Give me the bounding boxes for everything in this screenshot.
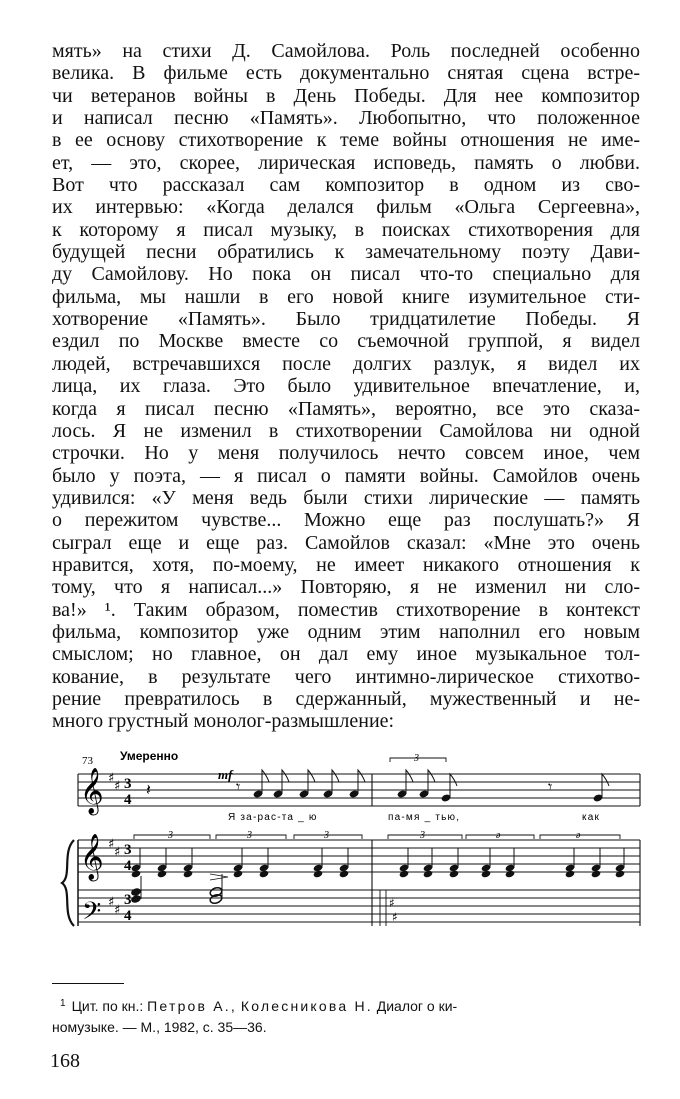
bass-clef-icon: 𝄢 bbox=[82, 897, 102, 932]
svg-text:♯: ♯ bbox=[114, 845, 121, 860]
text-line: будущей песни обратились к замечательному поэту Дави- bbox=[52, 241, 640, 264]
note-stem bbox=[450, 774, 457, 798]
treble-clef-icon: 𝄞 bbox=[80, 768, 104, 814]
piano-brace bbox=[62, 840, 74, 926]
body-text bbox=[52, 40, 640, 733]
svg-text:𝄽: 𝄽 bbox=[146, 780, 151, 799]
example-number: 73 bbox=[82, 755, 93, 767]
text-line: мять» на стихи Д. Самойлова. Роль последней особенно bbox=[52, 40, 640, 62]
score-notation bbox=[50, 740, 650, 950]
text-line: ду Самойлову. Но пока он писал что-то специально для bbox=[52, 263, 640, 286]
text-line: много грустный монолог-размышление: bbox=[52, 710, 395, 733]
time-signature-bottom: 4 bbox=[124, 908, 132, 924]
chord-note bbox=[591, 870, 602, 879]
key-signature-sharps bbox=[108, 771, 120, 918]
chord-note bbox=[481, 870, 492, 879]
music-example bbox=[50, 740, 650, 950]
chord-note bbox=[565, 870, 576, 879]
text-line: о пережитом чувстве... Можно еще раз послушать?» Я bbox=[52, 509, 640, 532]
text-line: фильма, композитор уже одним этим наполнил его новым bbox=[52, 620, 640, 643]
text-line: велика. В фильме есть документально снятая сцена встре- bbox=[52, 62, 640, 85]
chord-note bbox=[505, 870, 516, 879]
time-signatures bbox=[124, 776, 132, 924]
lyric-syllables: Я за-рас-та _ ю bbox=[228, 812, 318, 823]
footnote-divider bbox=[52, 983, 124, 984]
piano-left-hand bbox=[130, 874, 398, 926]
chord-note bbox=[339, 870, 350, 879]
time-signature-bottom: 4 bbox=[124, 792, 132, 808]
svg-text:3: 3 bbox=[414, 753, 419, 764]
text-line: ездил по Москве вместе со съемочной группой, я видел bbox=[52, 330, 640, 353]
lyric-syllables: па-мя _ тью, bbox=[388, 812, 461, 823]
chord-note bbox=[233, 870, 244, 879]
svg-text:3: 3 bbox=[247, 830, 252, 841]
footnote-prefix: Цит. по кн.: bbox=[71, 998, 144, 1014]
text-line: ет, — это, скорее, лирическая исповедь, память о любви. bbox=[52, 151, 640, 174]
text-line: их интервью: «Когда делался фильм «Ольга Сергеевна», bbox=[52, 196, 640, 219]
chord-note bbox=[157, 870, 168, 879]
staff-lines bbox=[78, 774, 640, 922]
svg-text:3: 3 bbox=[168, 830, 173, 841]
time-signature-top: 3 bbox=[124, 776, 132, 792]
text-line: сыграл еще и еще раз. Самойлов сказал: «Мне это очень bbox=[52, 531, 640, 554]
footnote-author: Петров А., bbox=[147, 998, 237, 1014]
text-line: ва!» ¹. Таким образом, поместив стихотворение в контекст bbox=[52, 598, 640, 621]
svg-text:♯: ♯ bbox=[114, 779, 121, 794]
chord-note bbox=[183, 870, 194, 879]
svg-text:♯: ♯ bbox=[108, 837, 115, 852]
svg-text:♯: ♯ bbox=[114, 903, 121, 918]
footnote-line-2: номузыке. — М., 1982, с. 35—36. bbox=[52, 1019, 267, 1035]
svg-text:♯: ♯ bbox=[389, 896, 395, 910]
footnote-line-1 bbox=[52, 993, 640, 1017]
svg-text:3: 3 bbox=[324, 830, 329, 841]
svg-text:♯: ♯ bbox=[392, 910, 398, 924]
svg-text:3: 3 bbox=[420, 830, 425, 841]
svg-text:♯: ♯ bbox=[108, 771, 115, 786]
svg-text:ə: ə bbox=[496, 830, 501, 841]
text-line: людей, встречавшихся после долгих разлук, я видел их bbox=[52, 352, 640, 375]
text-line: рение превратилось в сдержанный, мужественный и не- bbox=[52, 687, 640, 710]
footnote-number: 1 bbox=[60, 998, 66, 1009]
svg-text:♯: ♯ bbox=[108, 895, 115, 910]
text-line: тому, что я написал...» Повторяю, я не изменил ни сло- bbox=[52, 576, 640, 599]
rests bbox=[146, 777, 552, 799]
text-line: чи ветеранов войны в День Победы. Для нее композитор bbox=[52, 84, 640, 107]
text-line: в ее основу стихотворение к теме войны отношения не име- bbox=[52, 129, 640, 152]
text-line: фильма, мы нашли в его новой книге изумительное сти- bbox=[52, 285, 640, 308]
text-line: удивился: «У меня ведь были стихи лирические — память bbox=[52, 486, 640, 509]
text-line: хотворение «Память». Было тридцатилетие Победы. Я bbox=[52, 308, 640, 331]
piano-triplet-brackets bbox=[134, 830, 620, 841]
text-line: лица, их глаза. Это было удивительное впечатление, и, bbox=[52, 375, 640, 398]
text-line: лось. Я не изменил в стихотворении Самойлова ни одной bbox=[52, 419, 640, 442]
footnote bbox=[52, 993, 640, 1038]
chord-note bbox=[423, 870, 434, 879]
text-line: кование, в результате чего интимно-лирическое стихотво- bbox=[52, 665, 640, 688]
lyrics bbox=[228, 812, 600, 823]
dynamic-marking: mf bbox=[218, 767, 233, 782]
chord-note bbox=[313, 870, 324, 879]
treble-clef-icon: 𝄞 bbox=[80, 834, 104, 880]
bar-lines bbox=[78, 774, 640, 926]
text-line: когда я писал песню «Память», вероятно, все это сказа- bbox=[52, 397, 640, 420]
lyric-syllables: как bbox=[582, 812, 601, 823]
time-signature-top: 3 bbox=[124, 842, 132, 858]
text-line: смыслом; но главное, он дал ему иное музыкальное тол- bbox=[52, 643, 640, 666]
page-number: 168 bbox=[50, 1050, 80, 1072]
text-line: было у поэта, — я писал о памяти войны. Самойлов очень bbox=[52, 464, 640, 487]
piano-right-hand bbox=[131, 848, 626, 878]
note-stem bbox=[602, 774, 609, 798]
chord-note bbox=[399, 870, 410, 879]
chord-note bbox=[259, 870, 270, 879]
footnote-author: Колесникова Н. bbox=[240, 998, 373, 1014]
tempo-marking: Умеренно bbox=[120, 749, 179, 763]
chord-note bbox=[615, 870, 626, 879]
text-line: к которому я писал музыку, в поисках стихотворения для bbox=[52, 218, 640, 241]
time-signature-top: 3 bbox=[124, 892, 132, 908]
chord-note bbox=[131, 870, 142, 879]
text-line: нравится, хотя, по-моему, не имеет никакого отношения к bbox=[52, 553, 640, 576]
time-signature-bottom: 4 bbox=[124, 858, 132, 874]
svg-text:ə: ə bbox=[576, 830, 581, 841]
vocal-triplet-bracket bbox=[390, 753, 446, 764]
svg-text:𝄾: 𝄾 bbox=[548, 777, 553, 796]
text-line: и написал песню «Память». Любопытно, что положенное bbox=[52, 107, 640, 130]
svg-text:𝄾: 𝄾 bbox=[236, 777, 241, 796]
footnote-title: Диалог о ки- bbox=[376, 998, 458, 1014]
chord-note bbox=[449, 870, 460, 879]
text-line: строчки. Но у меня получилось нечто совсем иное, чем bbox=[52, 442, 640, 465]
text-line: Вот что рассказал сам композитор в одном из сво- bbox=[52, 174, 640, 197]
